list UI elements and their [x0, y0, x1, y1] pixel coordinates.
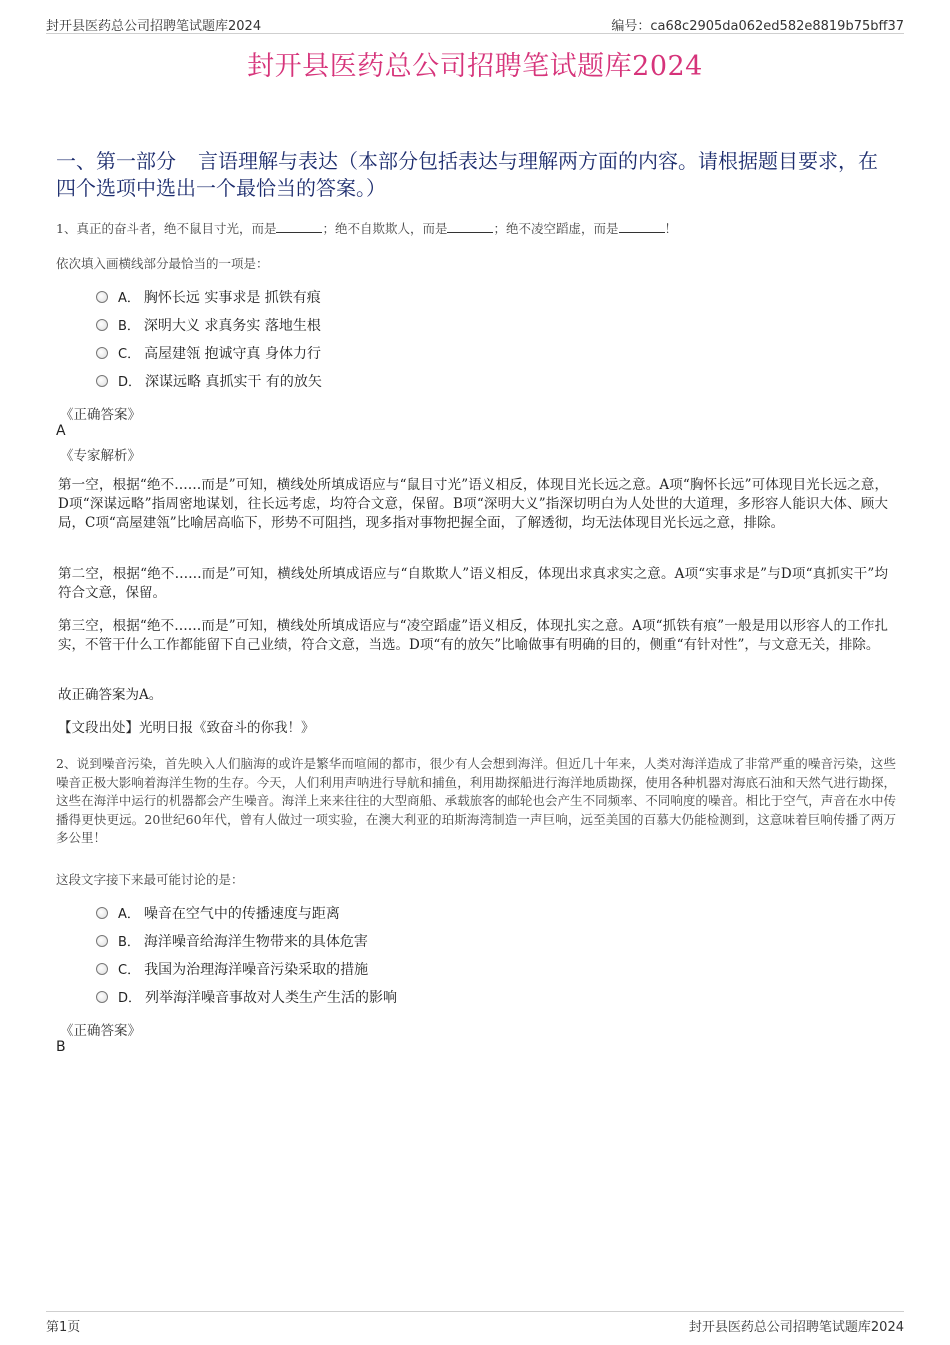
question-1-stem [56, 219, 896, 239]
q1-analysis-heading: 《专家解析》 [60, 448, 141, 464]
section-description: 言语理解与表达（本部分包括表达与理解两方面的内容。请根据题目要求，在四个选项中选出一个最恰当的答案。） [56, 149, 878, 200]
q2-option-a[interactable]: A． 噪音在空气中的传播速度与距离 [96, 904, 340, 924]
q1-option-b[interactable]: B． 深明大义 求真务实 落地生根 [96, 316, 321, 336]
blank-line [276, 219, 322, 233]
q2-option-b[interactable]: B． 海洋噪音给海洋生物带来的具体危害 [96, 932, 368, 952]
q2-option-c[interactable]: C． 我国为治理海洋噪音污染采取的措施 [96, 960, 368, 980]
radio-button[interactable] [96, 935, 108, 947]
q1-analysis-paragraph: 第二空，根据“绝不……而是”可知，横线处所填成语应与“自欺欺人”语义相反，体现出求真求实之意。A项“实事求是”与D项“真抓实干”均符合文意，保留。 [58, 566, 888, 601]
q1-text-2: ；绝不自欺欺人，而是 [322, 221, 448, 236]
radio-button[interactable] [96, 375, 108, 387]
question-2-stem: 2、说到噪音污染，首先映入人们脑海的或许是繁华而喧闹的都市，很少有人会想到海洋。但近几十年来，人类对海洋造成了非常严重的噪音污染，这些噪音正极大影响着海洋生物的生存。今天，人们利用声呐进行导航和捕鱼，利用勘探船进行海洋地质勘探，使用各种机器对海底石油和天然气进行勘探，这些在海洋中运行的机器都会产生噪音。海洋上来来往往的大型商船、承载旅客的邮轮也会产生不同频率、不同响度的噪音。相比于空气，声音在水中传播得更快更远。20世纪60年代，曾有人做过一项实验，在澳大利亚的珀斯海湾制造一声巨响，远至美国的百慕大仍能检测到，这意味着巨响传播了两万多公里！ [56, 756, 896, 845]
header-doc-id: 编号：ca68c2905da062ed582e8819b75bff37 [611, 19, 904, 34]
section-heading [56, 148, 896, 202]
radio-button[interactable] [96, 291, 108, 303]
q1-option-c[interactable]: C． 高屋建瓴 抱诚守真 身体力行 [96, 344, 321, 364]
question-2-prompt: 这段文字接下来最可能讨论的是： [56, 872, 244, 887]
section-part: 一、第一部分 [56, 149, 176, 173]
question-1-prompt: 依次填入画横线部分最恰当的一项是： [56, 256, 269, 271]
q1-answer: A [56, 423, 66, 439]
q2-option-d[interactable]: D． 列举海洋噪音事故对人类生产生活的影响 [96, 988, 397, 1008]
radio-button[interactable] [96, 963, 108, 975]
page-footer [46, 1311, 904, 1334]
q1-analysis-paragraph: 第一空，根据“绝不……而是”可知，横线处所填成语应与“鼠目寸光”语义相反，体现目光长远之意。A项“胸怀长远”可体现目光长远之意，D项“深谋远略”指周密地谋划，往长远考虑，均符合文意，保留。B项“深明大义”指深切明白为人处世的大道理，多形容人能识大体、顾大局，C项“高屋建瓴”比喻居高临下，形势不可阻挡，现多指对事物把握全面，了解透彻，均无法体现目光长远之意，排除。 [58, 477, 888, 531]
q1-source: 【文段出处】光明日报《致奋斗的你我！》 [58, 720, 315, 736]
q2-answer: B [56, 1039, 66, 1055]
q1-option-d[interactable]: D． 深谋远略 真抓实干 有的放矢 [96, 372, 322, 392]
q1-option-a[interactable]: A． 胸怀长远 实事求是 抓铁有痕 [96, 288, 321, 308]
blank-line [619, 219, 665, 233]
q1-analysis-paragraph: 第三空，根据“绝不……而是”可知，横线处所填成语应与“凌空蹈虚”语义相反，体现扎实之意。A项“抓铁有痕”一般是用以形容人的工作扎实，不管干什么工作都能留下自己业绩，符合文意，当选。D项“有的放矢”比喻做事有明确的目的，侧重“有针对性”，与文意无关，排除。 [58, 618, 888, 653]
footer-title: 封开县医药总公司招聘笔试题库2024 [688, 1320, 904, 1335]
radio-button[interactable] [96, 347, 108, 359]
header-title: 封开县医药总公司招聘笔试题库2024 [46, 19, 262, 34]
page-title: 封开县医药总公司招聘笔试题库2024 [247, 51, 703, 82]
q1-text-4: ！ [664, 221, 678, 236]
q1-conclusion: 故正确答案为A。 [58, 687, 163, 703]
radio-button[interactable] [96, 907, 108, 919]
q1-answer-heading: 《正确答案》 [60, 407, 141, 423]
blank-line [447, 219, 493, 233]
q1-text-1: 1、真正的奋斗者，绝不鼠目寸光，而是 [56, 221, 277, 236]
q1-text-3: ；绝不凌空蹈虚，而是 [493, 221, 619, 236]
radio-button[interactable] [96, 319, 108, 331]
page-number: 第1页 [46, 1320, 81, 1335]
page-header [46, 13, 904, 34]
radio-button[interactable] [96, 991, 108, 1003]
q2-answer-heading: 《正确答案》 [60, 1023, 141, 1039]
